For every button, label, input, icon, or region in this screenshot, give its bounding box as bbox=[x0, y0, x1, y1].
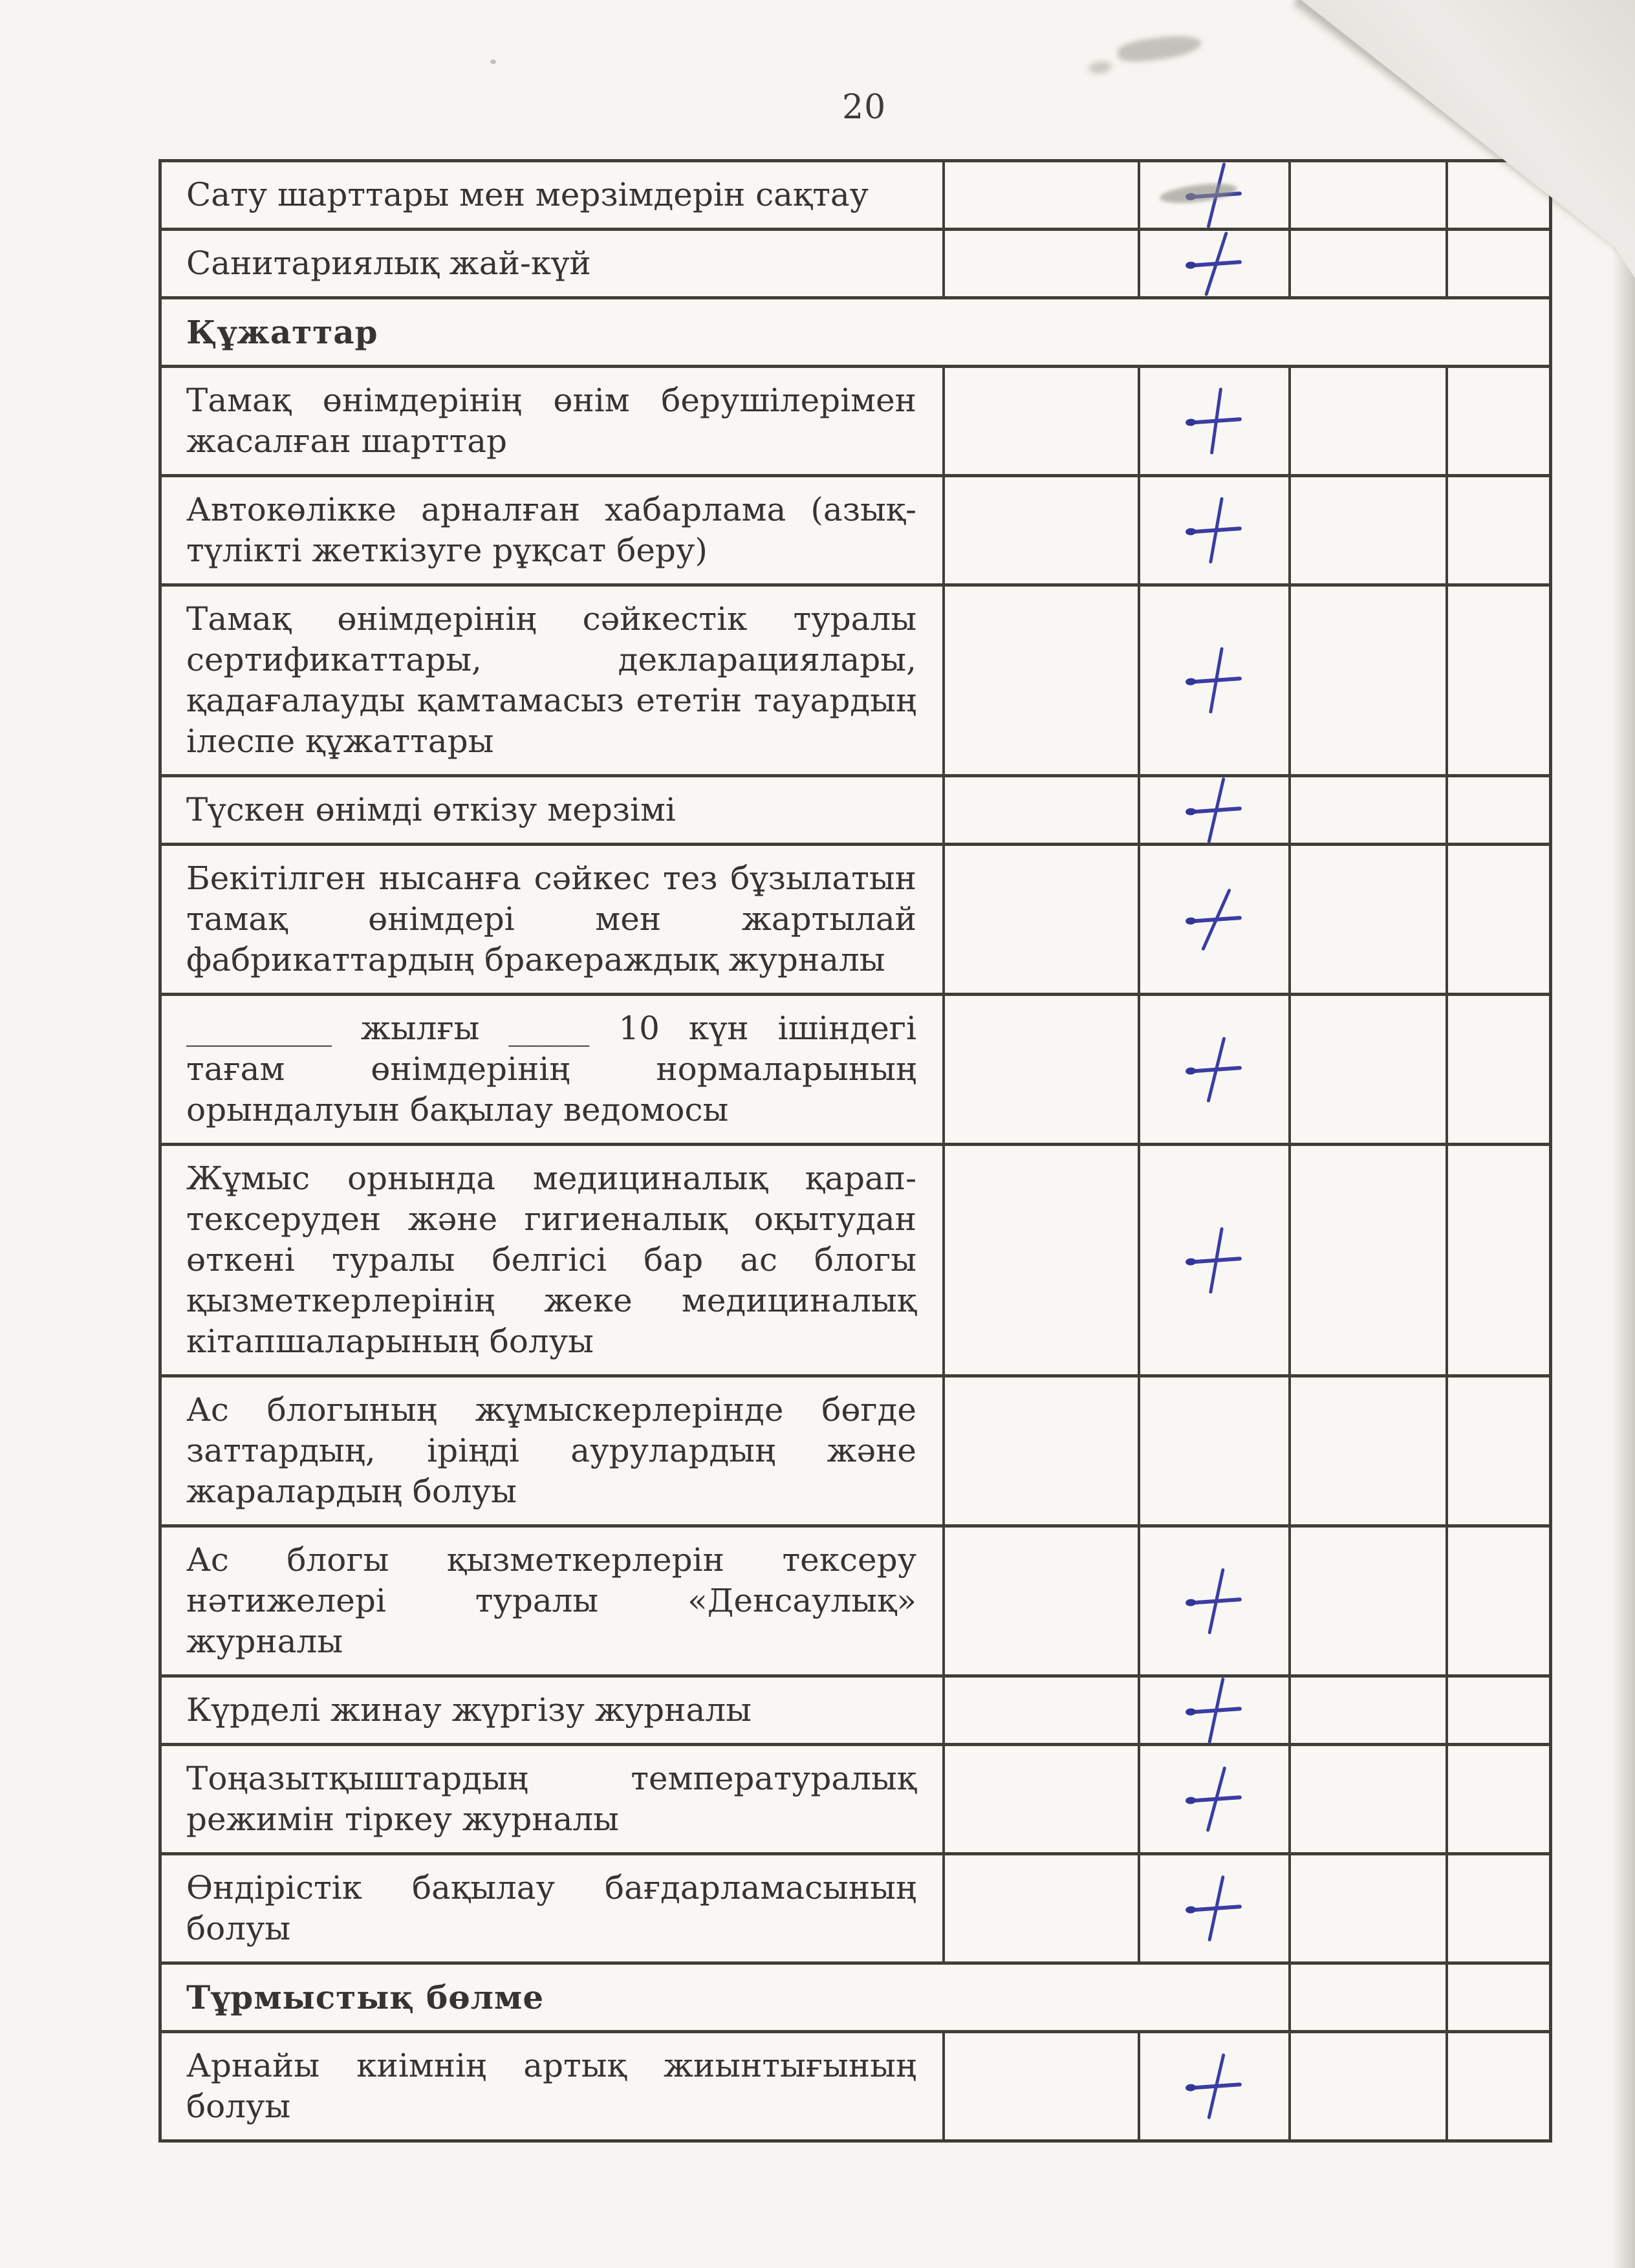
mark-cell bbox=[1140, 477, 1291, 587]
table-row bbox=[162, 231, 1549, 299]
row-label-cell bbox=[162, 1746, 945, 1855]
empty-cell bbox=[1448, 477, 1549, 587]
empty-cell bbox=[1448, 1678, 1549, 1746]
table-row bbox=[162, 587, 1549, 777]
plus-mark-icon bbox=[1186, 887, 1243, 952]
row-label-cell bbox=[162, 368, 945, 477]
mark-cell bbox=[1140, 1528, 1291, 1678]
plus-mark-icon bbox=[1186, 2054, 1243, 2119]
empty-cell bbox=[1291, 1746, 1448, 1855]
table-row bbox=[162, 1746, 1549, 1855]
row-label: Жұмыс орнында медициналық қарап-тексеруден және гигиеналық оқытудан өткені туралы белгісі бар ас блогы қызметкерлерінің жеке медициналық кітапшаларының болуы bbox=[186, 1160, 916, 1360]
empty-cell bbox=[945, 846, 1140, 996]
row-label-cell bbox=[162, 299, 1549, 368]
empty-cell bbox=[1291, 477, 1448, 587]
empty-cell bbox=[945, 1678, 1140, 1746]
table-row bbox=[162, 846, 1549, 996]
empty-cell bbox=[945, 231, 1140, 299]
empty-cell bbox=[945, 477, 1140, 587]
empty-cell bbox=[1291, 2033, 1448, 2139]
row-label: Ас блогының жұмыскерлерінде бөгде заттардың, іріңді аурулардың және жаралардың болуы bbox=[186, 1391, 916, 1510]
row-label-cell bbox=[162, 1678, 945, 1746]
empty-cell bbox=[1291, 162, 1448, 231]
table-row bbox=[162, 1678, 1549, 1746]
row-label: Тұрмыстық бөлме bbox=[186, 1978, 545, 2016]
row-label-cell bbox=[162, 1377, 945, 1528]
mark-cell bbox=[1140, 587, 1291, 777]
row-label-cell bbox=[162, 1528, 945, 1678]
row-label: Ас блогы қызметкерлерін тексеру нәтижелері туралы «Денсаулық» журналы bbox=[186, 1541, 916, 1660]
row-label-cell bbox=[162, 231, 945, 299]
mark-cell bbox=[1140, 1678, 1291, 1746]
empty-cell bbox=[1291, 1678, 1448, 1746]
empty-cell bbox=[1448, 231, 1549, 299]
empty-cell bbox=[945, 368, 1140, 477]
empty-cell bbox=[1448, 2033, 1549, 2139]
section-header-row bbox=[162, 299, 1549, 368]
empty-cell bbox=[1448, 1965, 1549, 2033]
empty-cell bbox=[1291, 1965, 1448, 2033]
row-label: Тамақ өнімдерінің өнім берушілерімен жасалған шарттар bbox=[186, 382, 916, 460]
table-row bbox=[162, 777, 1549, 846]
table-row bbox=[162, 996, 1549, 1146]
empty-cell bbox=[1448, 1528, 1549, 1678]
empty-cell bbox=[1291, 587, 1448, 777]
empty-cell bbox=[1291, 368, 1448, 477]
table-row bbox=[162, 368, 1549, 477]
table-row bbox=[162, 162, 1549, 231]
row-label-cell bbox=[162, 2033, 945, 2139]
scan-edge-strip bbox=[1612, 238, 1635, 2268]
plus-mark-icon bbox=[1186, 1678, 1243, 1743]
empty-cell bbox=[945, 1746, 1140, 1855]
row-label-cell bbox=[162, 477, 945, 587]
row-label-cell bbox=[162, 1146, 945, 1377]
mark-cell bbox=[1140, 231, 1291, 299]
section-header-row bbox=[162, 1965, 1549, 2033]
plus-mark-icon bbox=[1186, 778, 1243, 843]
row-label-cell bbox=[162, 1855, 945, 1965]
empty-cell bbox=[1448, 996, 1549, 1146]
row-label: Түскен өнімді өткізу мерзімі bbox=[186, 791, 676, 828]
row-label: Автокөлікке арналған хабарлама (азық-түлікті жеткізуге рұқсат беру) bbox=[186, 491, 916, 569]
table-row bbox=[162, 477, 1549, 587]
row-label: Арнайы киімнің артық жиынтығының болуы bbox=[186, 2047, 916, 2125]
row-label: Сату шарттары мен мерзімдерін сақтау bbox=[186, 176, 869, 213]
empty-cell bbox=[1448, 777, 1549, 846]
mark-cell bbox=[1140, 1746, 1291, 1855]
empty-cell bbox=[945, 1855, 1140, 1965]
empty-cell bbox=[1291, 1855, 1448, 1965]
plus-mark-icon bbox=[1186, 1876, 1243, 1941]
plus-mark-icon bbox=[1186, 1228, 1243, 1293]
row-label-cell bbox=[162, 996, 945, 1146]
mark-cell bbox=[1140, 996, 1291, 1146]
empty-cell bbox=[945, 1528, 1140, 1678]
row-label: Тоңазытқыштардың температуралық режимін тіркеу журналы bbox=[186, 1760, 916, 1838]
dust-speck bbox=[490, 59, 496, 64]
plus-mark-icon bbox=[1186, 232, 1243, 296]
row-label-cell bbox=[162, 587, 945, 777]
empty-cell bbox=[1291, 231, 1448, 299]
row-label: Тамақ өнімдерінің сәйкестік туралы сертификаттары, декларациялары, қадағалауды қамтамасыз ететін тауардың ілеспе құжаттары bbox=[186, 600, 916, 760]
empty-cell bbox=[1291, 1377, 1448, 1528]
row-label: Құжаттар bbox=[186, 313, 378, 351]
row-label-cell bbox=[162, 1965, 1291, 2033]
table-row bbox=[162, 2033, 1549, 2139]
mark-cell bbox=[1140, 777, 1291, 846]
row-label: Бекітілген нысанға сәйкес тез бұзылатын тамақ өнімдері мен жартылай фабрикаттардың бракераждық журналы bbox=[186, 859, 916, 978]
empty-cell bbox=[945, 1146, 1140, 1377]
plus-mark-icon bbox=[1186, 1569, 1243, 1634]
empty-cell bbox=[945, 1377, 1140, 1528]
table-row bbox=[162, 1528, 1549, 1678]
row-label: _________ жылғы _____ 10 күн ішіндегі тағам өнімдерінің нормаларының орындалуын бақылау ведомосы bbox=[186, 1010, 916, 1129]
empty-cell bbox=[945, 996, 1140, 1146]
empty-cell bbox=[1448, 1146, 1549, 1377]
row-label: Күрделі жинау жүргізу журналы bbox=[186, 1691, 752, 1729]
empty-cell bbox=[1291, 777, 1448, 846]
empty-cell bbox=[1448, 846, 1549, 996]
page-number: 20 bbox=[842, 88, 887, 127]
empty-cell bbox=[1291, 1146, 1448, 1377]
mark-cell bbox=[1140, 1377, 1291, 1528]
row-label-cell bbox=[162, 846, 945, 996]
mark-cell bbox=[1140, 368, 1291, 477]
table-row bbox=[162, 1146, 1549, 1377]
plus-mark-icon bbox=[1186, 1037, 1243, 1102]
empty-cell bbox=[1448, 368, 1549, 477]
empty-cell bbox=[945, 162, 1140, 231]
row-label: Санитариялық жай-күй bbox=[186, 244, 591, 282]
row-label-cell bbox=[162, 162, 945, 231]
empty-cell bbox=[945, 777, 1140, 846]
mark-cell bbox=[1140, 2033, 1291, 2139]
ink-smudge bbox=[1116, 32, 1202, 65]
empty-cell bbox=[1291, 1528, 1448, 1678]
row-label-cell bbox=[162, 777, 945, 846]
empty-cell bbox=[1448, 1377, 1549, 1528]
plus-mark-icon bbox=[1186, 389, 1243, 453]
mark-cell bbox=[1140, 1855, 1291, 1965]
plus-mark-icon bbox=[1186, 498, 1243, 563]
plus-mark-icon bbox=[1186, 648, 1243, 713]
empty-cell bbox=[945, 2033, 1140, 2139]
checklist-table bbox=[158, 159, 1552, 2143]
mark-cell bbox=[1140, 846, 1291, 996]
empty-cell bbox=[945, 587, 1140, 777]
mark-cell bbox=[1140, 1146, 1291, 1377]
empty-cell bbox=[1448, 1746, 1549, 1855]
table-row bbox=[162, 1855, 1549, 1965]
empty-cell bbox=[1291, 996, 1448, 1146]
table-row bbox=[162, 1377, 1549, 1528]
empty-cell bbox=[1448, 587, 1549, 777]
row-label: Өндірістік бақылау бағдарламасының болуы bbox=[186, 1869, 916, 1947]
empty-cell bbox=[1291, 846, 1448, 996]
plus-mark-icon bbox=[1186, 1767, 1243, 1831]
empty-cell bbox=[1448, 1855, 1549, 1965]
